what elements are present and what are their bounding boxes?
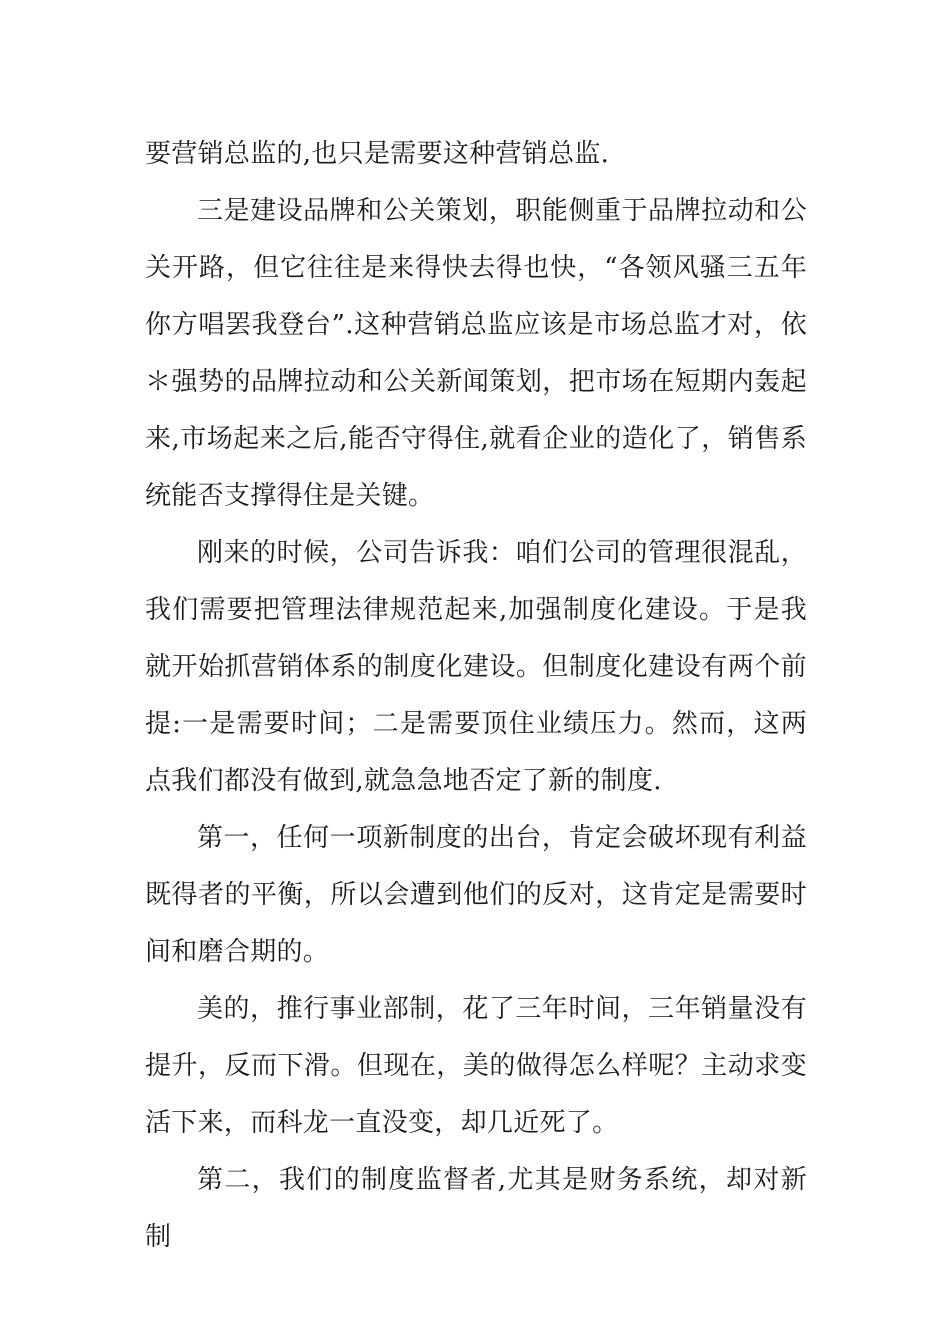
paragraph-2: 三是建设品牌和公关策划，职能侧重于品牌拉动和公关开路，但它往往是来得快去得也快，“各领风骚三五年你方唱罢我登台”.这种营销总监应该是市场总监才对，依＊强势的品牌拉动和公关新闻策划，把市场在短期内轰起来,市场起来之后,能否守得住,就看企业的造化了，销售系统能否支撑得住是关键。 — [145, 196, 807, 511]
document-body — [145, 126, 807, 1266]
paragraph-1: 要营销总监的,也只是需要这种营销总监. — [145, 139, 610, 169]
paragraph-3: 刚来的时候，公司告诉我：咱们公司的管理很混乱，我们需要把管理法律规范起来,加强制度化建设。于是我就开始抓营销体系的制度化建设。但制度化建设有两个前提:一是需要时间；二是需要顶住业绩压力。然而，这两点我们都没有做到,就急急地否定了新的制度. — [145, 538, 807, 796]
paragraph-5: 美的，推行事业部制，花了三年时间，三年销量没有提升，反而下滑。但现在，美的做得怎么样呢？主动求变活下来，而科龙一直没变，却几近死了。 — [145, 994, 807, 1138]
paragraph-6: 第二，我们的制度监督者,尤其是财务系统，却对新制 — [145, 1165, 807, 1252]
paragraph-4: 第一，任何一项新制度的出台，肯定会破坏现有利益既得者的平衡，所以会遭到他们的反对，这肯定是需要时间和磨合期的。 — [145, 823, 807, 967]
